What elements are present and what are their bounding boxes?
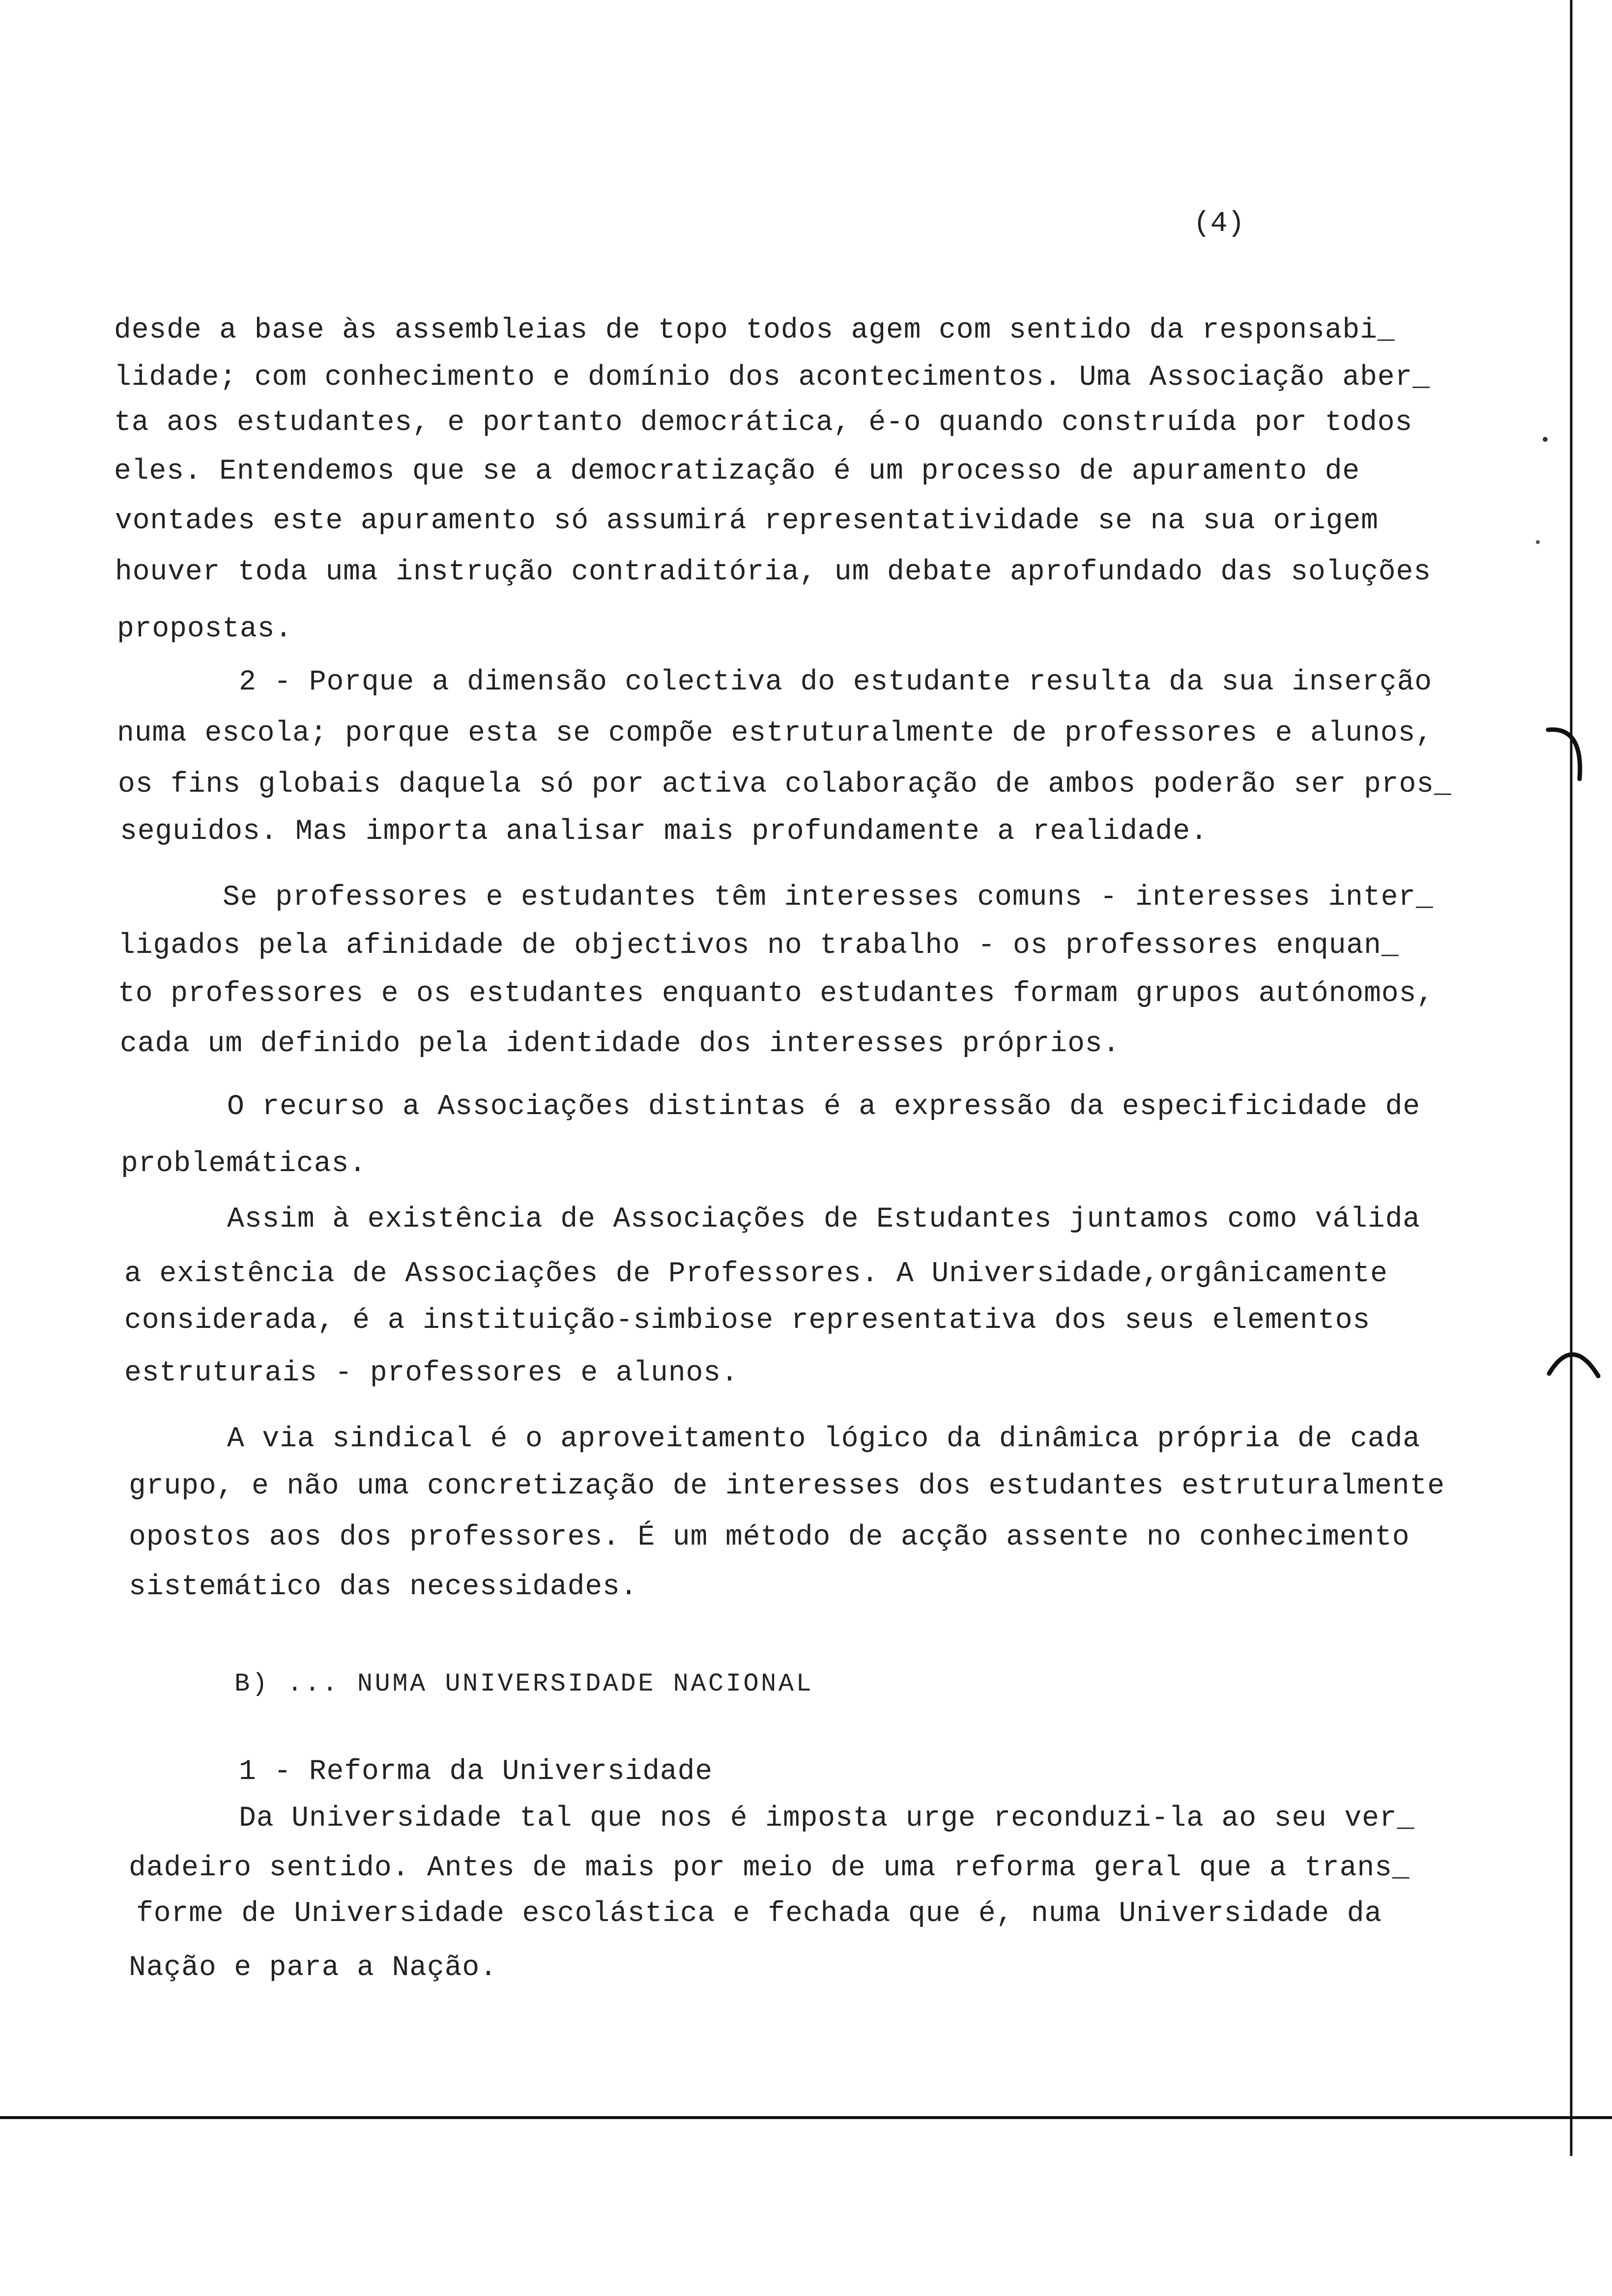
- text-line: Nação e para a Nação.: [129, 1952, 497, 1984]
- text-line: considerada, é a instituição-simbiose representativa dos seus elementos: [124, 1305, 1371, 1337]
- text-line: opostos aos dos professores. É um método de acção assente no conhecimento: [129, 1521, 1410, 1553]
- text-line: ligados pela afinidade de objectivos no trabalho - os professores enquan_: [118, 930, 1399, 962]
- page-number: (4): [1193, 208, 1245, 240]
- text-line: vontades este apuramento só assumirá representatividade se na sua origem: [115, 505, 1379, 537]
- text-line: estruturais - professores e alunos.: [124, 1357, 739, 1389]
- text-line: propostas.: [117, 613, 293, 645]
- section-heading: B) ... NUMA UNIVERSIDADE NACIONAL: [234, 1669, 814, 1698]
- text-line: grupo, e não uma concretização de interesses dos estudantes estruturalmente: [129, 1470, 1445, 1502]
- text-line: to professores e os estudantes enquanto estudantes formam grupos autónomos,: [118, 978, 1434, 1010]
- text-line: eles. Entendemos que se a democratização é um processo de apuramento de: [114, 456, 1360, 488]
- text-line: seguidos. Mas importa analisar mais profundamente a realidade.: [120, 816, 1208, 848]
- text-line: Se professores e estudantes têm interesses comuns - interesses inter_: [223, 882, 1434, 914]
- text-line: problemáticas.: [121, 1148, 367, 1180]
- text-line: 2 - Porque a dimensão colectiva do estudante resulta da sua inserção: [239, 666, 1432, 698]
- text-line: Da Universidade tal que nos é imposta urge reconduzi-la ao seu ver_: [239, 1803, 1415, 1835]
- text-line: houver toda uma instrução contraditória, um debate aprofundado das soluções: [115, 556, 1431, 588]
- text-line: Assim à existência de Associações de Estudantes juntamos como válida: [227, 1204, 1420, 1235]
- punch-hole-mark-upper: [1548, 730, 1580, 779]
- scan-speck: [1536, 540, 1540, 544]
- section-subheading: 1 - Reforma da Universidade: [239, 1756, 713, 1788]
- text-line: sistemático das necessidades.: [129, 1571, 638, 1603]
- text-line: O recurso a Associações distintas é a expressão da especificidade de: [227, 1091, 1420, 1123]
- text-line: a existência de Associações de Professores. A Universidade,orgânicamente: [124, 1258, 1388, 1290]
- punch-hole-mark-lower: [1549, 1354, 1598, 1376]
- text-line: os fins globais daquela só por activa colaboração de ambos poderão ser pros_: [118, 769, 1452, 801]
- text-line: forme de Universidade escolástica e fechada que é, numa Universidade da: [136, 1898, 1382, 1930]
- text-line: lidade; com conhecimento e domínio dos acontecimentos. Uma Associação aber_: [114, 362, 1430, 394]
- text-line: desde a base às assembleias de topo todos agem com sentido da responsabi_: [114, 315, 1395, 346]
- text-line: cada um definido pela identidade dos interesses próprios.: [120, 1028, 1121, 1060]
- text-line: A via sindical é o aproveitamento lógico da dinâmica própria de cada: [227, 1423, 1420, 1455]
- scan-speck: [1543, 437, 1548, 442]
- text-line: numa escola; porque esta se compõe estruturalmente de professores e alunos,: [117, 718, 1433, 749]
- text-line: dadeiro sentido. Antes de mais por meio de uma reforma geral que a trans_: [129, 1852, 1410, 1884]
- text-line: ta aos estudantes, e portanto democrática, é-o quando construída por todos: [114, 407, 1413, 439]
